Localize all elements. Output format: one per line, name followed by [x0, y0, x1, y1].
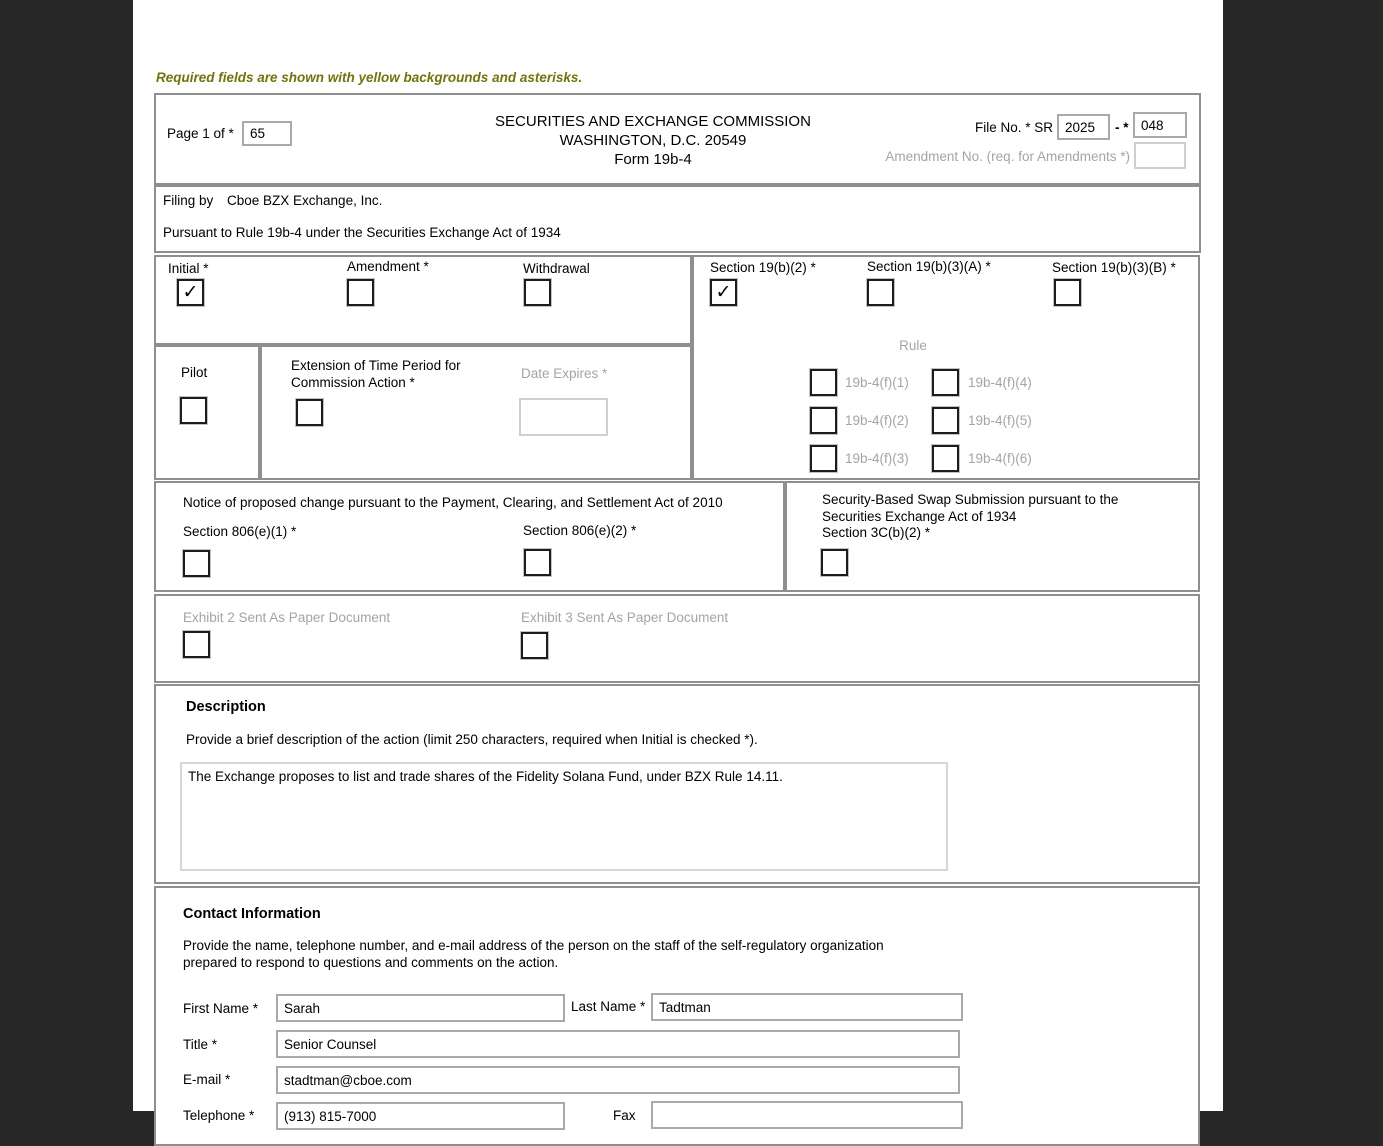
file-no-year-input[interactable] [1057, 114, 1110, 140]
contact-instruction-line1: Provide the name, telephone number, and e-mail address of the person on the staff of the self-regulatory organization [183, 938, 884, 953]
section-806e1-label: Section 806(e)(1) * [183, 524, 297, 539]
exhibit3-checkbox[interactable] [521, 632, 548, 659]
filing-by-label: Filing by [163, 193, 214, 208]
extension-checkbox[interactable] [296, 399, 323, 426]
file-no-separator: - * [1115, 120, 1129, 135]
section-806e1-checkbox[interactable] [183, 550, 210, 577]
agency-line2: WASHINGTON, D.C. 20549 [559, 132, 747, 149]
date-expires-input[interactable] [519, 398, 608, 436]
rule-19b4f3-label: 19b-4(f)(3) [845, 451, 909, 466]
section-19b3b-label: Section 19(b)(3)(B) * [1052, 260, 1176, 275]
initial-label: Initial * [168, 261, 209, 276]
rule-19b4f5-checkbox[interactable] [932, 407, 959, 434]
section-19b2-label: Section 19(b)(2) * [710, 260, 816, 275]
rule-19b4f6-label: 19b-4(f)(6) [968, 451, 1032, 466]
swap-title-line1: Security-Based Swap Submission pursuant to the [822, 492, 1119, 507]
section-806e2-checkbox[interactable] [524, 549, 551, 576]
extension-label-line1: Extension of Time Period for [291, 358, 461, 373]
extension-label-line2: Commission Action * [291, 375, 415, 390]
fax-label: Fax [613, 1108, 636, 1123]
file-no-number-input[interactable] [1133, 112, 1187, 138]
title-input[interactable] [276, 1030, 960, 1058]
description-heading: Description [186, 699, 266, 715]
rule-heading: Rule [899, 338, 927, 353]
contact-instruction-line2: prepared to respond to questions and comments on the action. [183, 955, 559, 970]
section-806e2-label: Section 806(e)(2) * [523, 523, 637, 538]
rule-19b4f1-checkbox[interactable] [810, 369, 837, 396]
filing-by-value: Cboe BZX Exchange, Inc. [227, 193, 383, 208]
exhibit2-checkbox[interactable] [183, 631, 210, 658]
contact-heading: Contact Information [183, 906, 321, 922]
last-name-input[interactable] [651, 993, 963, 1021]
amendment-no-label: Amendment No. (req. for Amendments *) [885, 149, 1130, 164]
exhibit2-label: Exhibit 2 Sent As Paper Document [183, 610, 391, 625]
section-19b3a-label: Section 19(b)(3)(A) * [867, 259, 991, 274]
swap-title [822, 492, 1118, 542]
fax-input[interactable] [651, 1101, 963, 1129]
amendment-label: Amendment * [347, 259, 429, 274]
page-count-label: Page 1 of * [167, 126, 234, 141]
form-19b4-page [133, 0, 1223, 1123]
exhibits-box [154, 594, 1200, 683]
swap-title-line3: Section 3C(b)(2) * [822, 525, 931, 540]
rule-19b4f4-label: 19b-4(f)(4) [968, 375, 1032, 390]
required-fields-note: Required fields are shown with yellow backgrounds and asterisks. [156, 70, 583, 85]
section-3cb2-checkbox[interactable] [821, 549, 848, 576]
rule-19b4f2-checkbox[interactable] [810, 407, 837, 434]
form-number-line: Form 19b-4 [614, 151, 692, 168]
email-input[interactable] [276, 1066, 960, 1094]
rule-19b4f5-label: 19b-4(f)(5) [968, 413, 1032, 428]
description-instruction: Provide a brief description of the action (limit 250 characters, required when Initial is checked *). [186, 732, 758, 747]
pilot-checkbox[interactable] [180, 397, 207, 424]
telephone-input[interactable] [276, 1102, 565, 1130]
amendment-checkbox[interactable] [347, 279, 374, 306]
initial-checkbox[interactable]: ✓ [177, 279, 204, 306]
rule-19b4f3-checkbox[interactable] [810, 445, 837, 472]
exhibit3-label: Exhibit 3 Sent As Paper Document [521, 610, 729, 625]
extension-label [291, 357, 461, 391]
last-name-label: Last Name * [571, 999, 646, 1014]
rule-19b4f2-label: 19b-4(f)(2) [845, 413, 909, 428]
amendment-no-input[interactable] [1134, 142, 1186, 169]
section-19b3a-checkbox[interactable] [867, 279, 894, 306]
email-label: E-mail * [183, 1072, 231, 1087]
file-no-label: File No. * SR [974, 120, 1053, 135]
notice-title: Notice of proposed change pursuant to the Payment, Clearing, and Settlement Act of 2010 [183, 495, 723, 510]
date-expires-label: Date Expires * [521, 366, 608, 381]
withdrawal-label: Withdrawal [523, 261, 590, 276]
page-count-input[interactable] [242, 121, 292, 146]
section-19b2-checkbox[interactable]: ✓ [710, 279, 737, 306]
agency-line1: SECURITIES AND EXCHANGE COMMISSION [495, 113, 811, 130]
section-19b3b-checkbox[interactable] [1054, 279, 1081, 306]
title-label: Title * [183, 1037, 218, 1052]
pursuant-line: Pursuant to Rule 19b-4 under the Securities Exchange Act of 1934 [163, 225, 561, 240]
withdrawal-checkbox[interactable] [524, 279, 551, 306]
rule-19b4f6-checkbox[interactable] [932, 445, 959, 472]
first-name-input[interactable] [276, 994, 565, 1022]
description-textarea[interactable] [180, 762, 948, 871]
rule-19b4f4-checkbox[interactable] [932, 369, 959, 396]
swap-title-line2: Securities Exchange Act of 1934 [822, 508, 1017, 524]
telephone-label: Telephone * [183, 1108, 255, 1123]
pilot-label: Pilot [181, 365, 208, 380]
first-name-label: First Name * [183, 1001, 259, 1016]
rule-19b4f1-label: 19b-4(f)(1) [845, 375, 909, 390]
